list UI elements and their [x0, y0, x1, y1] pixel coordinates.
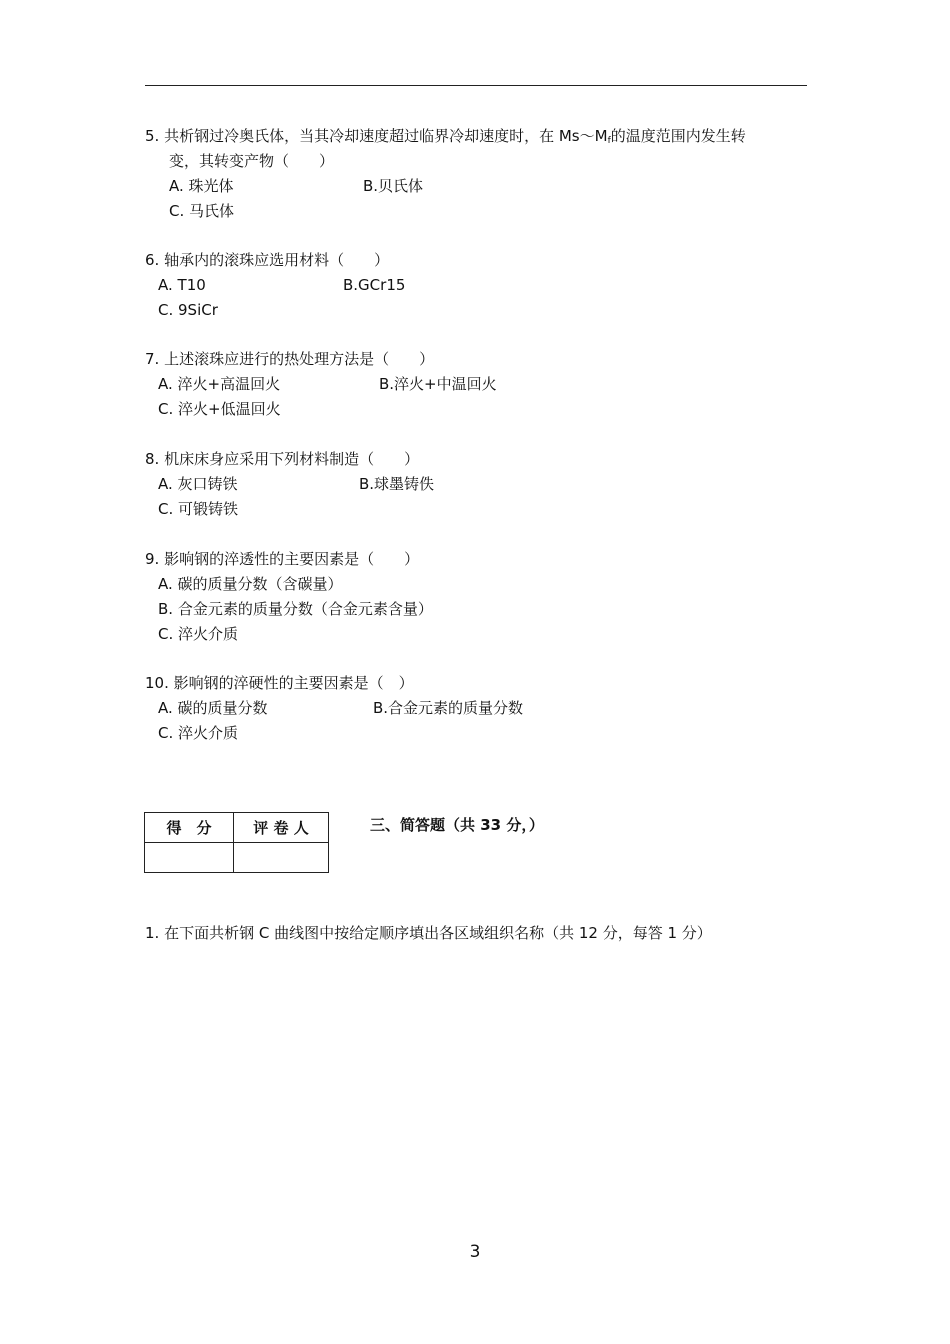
option-a: A. 碳的质量分数: [158, 699, 268, 717]
grader-header: 评 卷 人: [234, 813, 329, 843]
question-8: [145, 447, 810, 522]
option-c: C. 淬火+低温回火: [158, 400, 281, 418]
option-b: B. 合金元素的质量分数（合金元素含量）: [158, 600, 433, 618]
question-6-stem: 6. 轴承内的滚珠应选用材料（ ）: [145, 251, 390, 269]
question-5: [145, 124, 810, 224]
option-b: B.球墨铸佚: [359, 475, 435, 493]
question-5-options-row2: [145, 199, 810, 224]
grader-cell[interactable]: [234, 843, 329, 873]
option-b: B.GCr15: [343, 276, 406, 294]
score-header: 得 分: [145, 813, 234, 843]
option-c: C. 可锻铸铁: [158, 500, 239, 518]
question-6: [145, 248, 810, 323]
subscript-f: f: [607, 136, 611, 146]
question-7-options-row1: [145, 372, 810, 397]
option-a: A. 灰口铸铁: [158, 475, 238, 493]
option-c: C. 淬火介质: [158, 625, 239, 643]
question-10-stem: 10. 影响钢的淬硬性的主要因素是（ ）: [145, 674, 414, 692]
header-rule: [145, 85, 807, 86]
option-b: B.淬火+中温回火: [379, 375, 497, 393]
question-5-line2: 变，其转变产物（ ）: [169, 152, 335, 170]
question-8-options-row1: [145, 472, 810, 497]
option-a: A. 淬火+高温回火: [158, 375, 281, 393]
question-5-options-row1: [145, 174, 810, 199]
option-b: B.合金元素的质量分数: [373, 699, 524, 717]
question-10-options-row1: [145, 696, 810, 721]
option-c: C. 9SiCr: [158, 301, 218, 319]
question-7-options-row2: [145, 397, 810, 422]
short-answer-question-1: 1. 在下面共析钢 C 曲线图中按给定顺序填出各区域组织名称（共 12 分，每答 1 分）: [145, 924, 712, 942]
question-5-line1: [145, 124, 810, 149]
page-number: 3: [469, 1242, 481, 1262]
option-a: A. T10: [158, 276, 206, 294]
option-c: C. 淬火介质: [158, 724, 239, 742]
question-9-stem: 9. 影响钢的淬透性的主要因素是（ ）: [145, 550, 420, 568]
score-table: [144, 812, 329, 873]
option-b: B.贝氏体: [363, 177, 424, 195]
question-10-options-row2: [145, 721, 810, 746]
question-7-stem: 7. 上述滚珠应进行的热处理方法是（ ）: [145, 350, 435, 368]
question-5-stem: 5. 共析钢过冷奥氏体，当其冷却速度超过临界冷却速度时，在 Ms～M: [145, 127, 608, 145]
question-7: [145, 347, 810, 422]
option-a: A. 碳的质量分数（含碳量）: [158, 575, 343, 593]
question-6-options-row1: [145, 273, 810, 298]
question-8-stem: 8. 机床床身应采用下列材料制造（ ）: [145, 450, 420, 468]
option-a: A. 珠光体: [169, 177, 234, 195]
question-9: [145, 547, 810, 647]
question-8-options-row2: [145, 497, 810, 522]
option-c: C. 马氏体: [169, 202, 235, 220]
section-3-title: 三、简答题（共 33 分，）: [370, 816, 544, 834]
question-5-stem-tail: 的温度范围内发生转: [610, 127, 746, 145]
score-cell[interactable]: [145, 843, 234, 873]
question-6-options-row2: [145, 298, 810, 323]
question-10: [145, 671, 810, 746]
